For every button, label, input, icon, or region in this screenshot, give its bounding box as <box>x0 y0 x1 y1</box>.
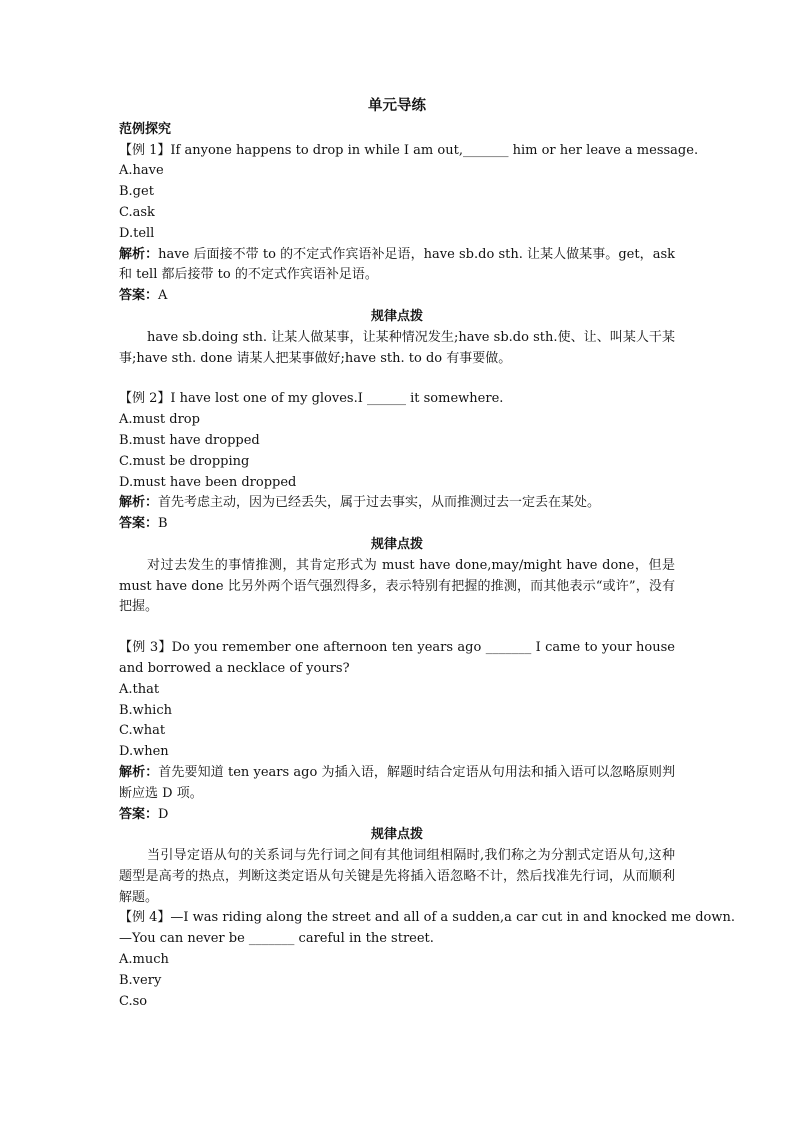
analysis-text: have 后面接不带 to 的不定式作宾语补足语，have sb.do sth. 让某人做某事。get，ask 和 tell 都后接带 to 的不定式作宾语补足语。 <box>119 246 675 283</box>
answer-value: B <box>158 516 168 532</box>
option: D.when <box>119 744 169 760</box>
answer-label: 答案： <box>119 516 159 532</box>
option: A.must drop <box>119 412 200 428</box>
analysis-label: 解析： <box>119 764 159 780</box>
section-heading: 范例探究 <box>119 121 172 137</box>
question: 【例 3】Do you remember one afternoon ten years ago _______ I came to your house and borrowed a necklace of yours? <box>119 640 675 676</box>
answer <box>119 286 675 307</box>
option: C.must be dropping <box>119 453 250 469</box>
answer-label: 答案： <box>119 806 159 822</box>
analysis-label: 解析： <box>119 246 159 262</box>
option: C.what <box>119 723 166 739</box>
question-reply: —You can never be _______ careful in the street. <box>119 931 434 947</box>
option: A.much <box>119 952 169 968</box>
tip-text: have sb.doing sth. 让某人做某事，让某种情况发生;have sb.do sth.使、让、叫某人干某事;have sth. done 请某人把某事做好;have sth. to do 有事要做。 <box>119 329 675 366</box>
analysis-text: 首先考虑主动，因为已经丢失，属于过去事实，从而推测过去一定丢在某处。 <box>158 495 601 511</box>
tip-text: 当引导定语从句的关系词与先行词之间有其他词组相隔时,我们称之为分割式定语从句,这种题型是高考的热点，判断这类定语从句关键是先将插入语忽略不计，然后找准先行词，从而顺利解题。 <box>119 848 675 905</box>
option: B.must have dropped <box>119 432 260 448</box>
answer-label: 答案： <box>119 288 159 304</box>
answer <box>119 514 675 535</box>
analysis-text: 首先要知道 ten years ago 为插入语，解题时结合定语从句用法和插入语可以忽略原则判断应选 D 项。 <box>119 764 675 801</box>
question: 【例 4】—I was riding along the street and all of a sudden,a car cut in and knocked me down. <box>119 910 736 926</box>
spacer <box>119 369 675 389</box>
option: A.that <box>119 681 160 697</box>
analysis <box>119 493 675 514</box>
option: B.which <box>119 702 172 718</box>
option: D.must have been dropped <box>119 474 297 490</box>
analysis <box>119 763 675 805</box>
option: B.get <box>119 184 154 200</box>
answer <box>119 805 675 826</box>
answer-value: A <box>158 288 168 304</box>
option: C.so <box>119 993 148 1009</box>
document-page <box>119 96 736 1012</box>
option: B.very <box>119 972 162 988</box>
tip-heading: 规律点拨 <box>370 827 423 843</box>
answer-value: D <box>158 806 169 822</box>
option: D.tell <box>119 225 155 241</box>
spacer <box>119 618 675 638</box>
tip-heading: 规律点拨 <box>370 308 423 324</box>
option: C.ask <box>119 204 155 220</box>
question: 【例 2】I have lost one of my gloves.I ______ it somewhere. <box>119 391 504 407</box>
tip-text: 对过去发生的事情推测，其肯定形式为 must have done,may/might have done，但是 must have done 比另外两个语气强烈得多，表示特别有把握的推测，而其他表示“或许”，没有把握。 <box>119 557 675 615</box>
analysis <box>119 245 675 287</box>
analysis-label: 解析： <box>119 495 159 511</box>
option: A.have <box>119 163 164 179</box>
tip-heading: 规律点拨 <box>370 536 423 552</box>
question: 【例 1】If anyone happens to drop in while I am out,_______ him or her leave a message. <box>119 142 699 158</box>
page-title: 单元导练 <box>368 97 426 114</box>
